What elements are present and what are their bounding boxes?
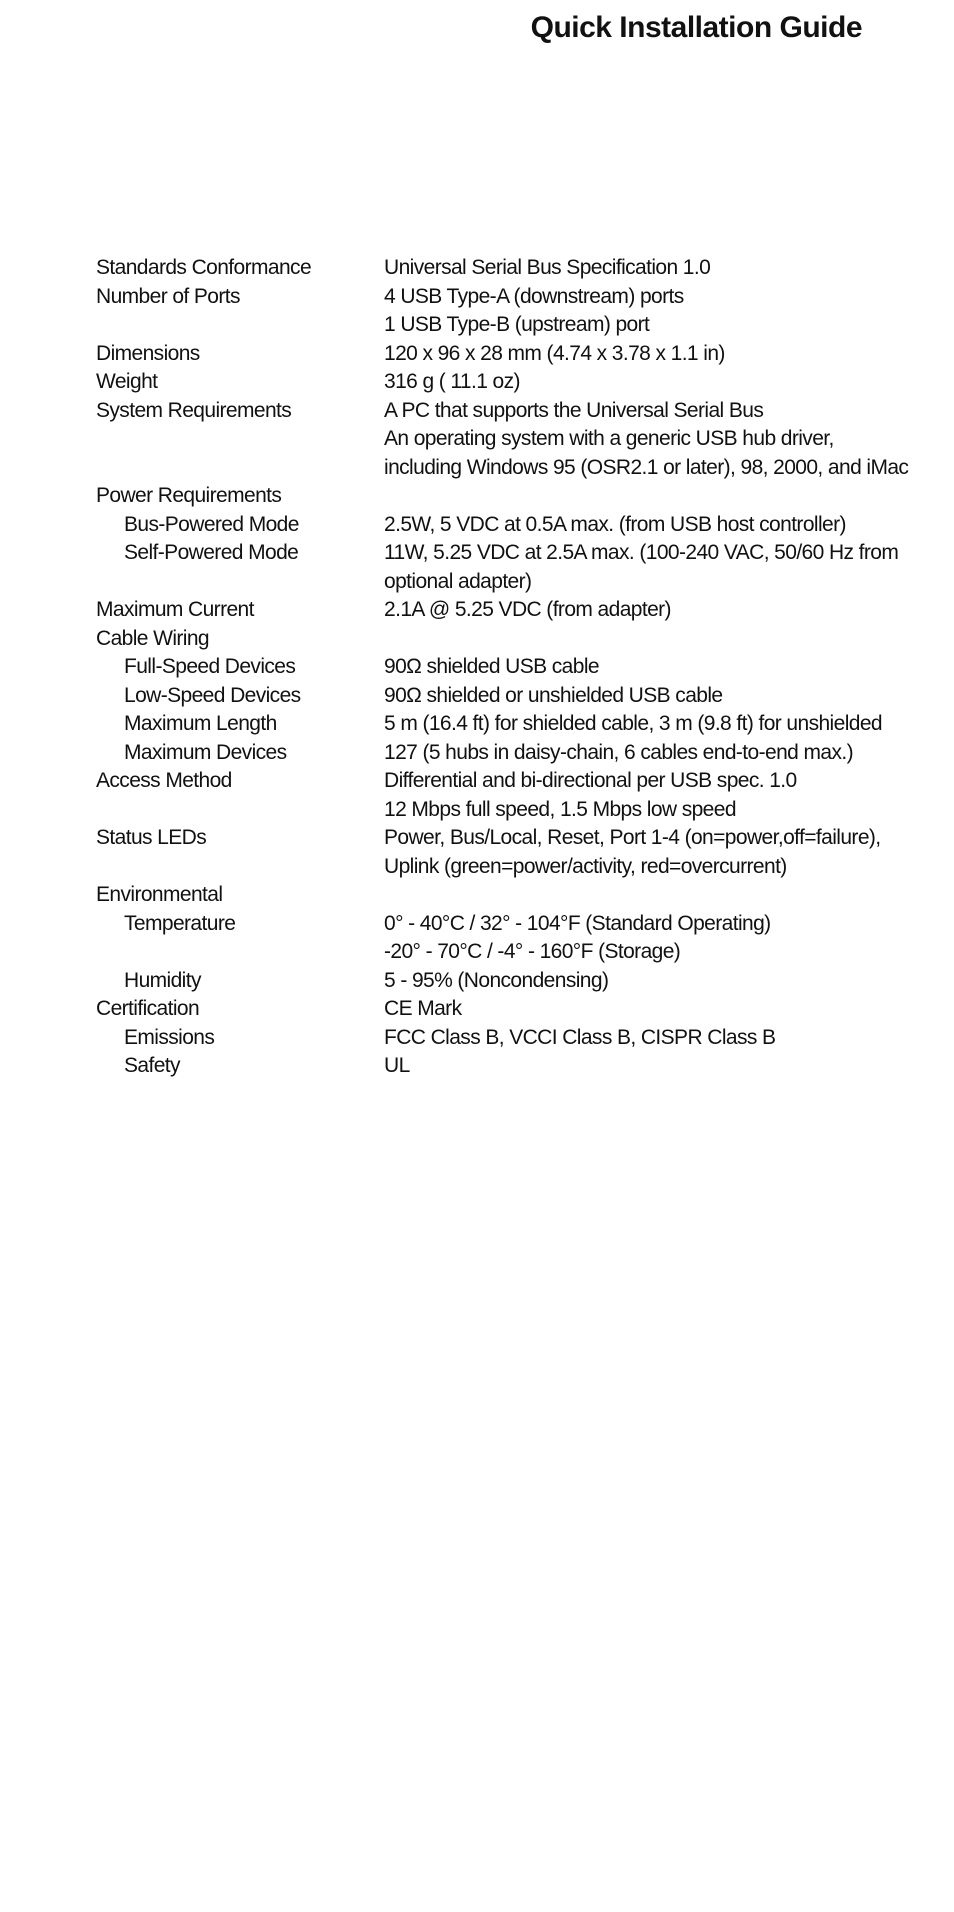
spec-label: Bus-Powered Mode xyxy=(124,512,299,536)
spec-value: 5 m (16.4 ft) for shielded cable, 3 m (9.8 ft) for unshielded xyxy=(384,712,882,735)
spec-row xyxy=(96,482,876,511)
spec-row xyxy=(96,910,876,939)
spec-label: Maximum Length xyxy=(124,712,277,735)
spec-label xyxy=(96,568,384,597)
spec-label: Emissions xyxy=(124,1025,215,1049)
spec-value: A PC that supports the Universal Serial Bus xyxy=(384,398,764,422)
spec-label xyxy=(96,938,384,967)
spec-row xyxy=(96,653,876,682)
spec-row xyxy=(96,625,876,654)
spec-label xyxy=(96,454,384,483)
spec-label xyxy=(96,425,384,454)
spec-value: 5 - 95% (Noncondensing) xyxy=(384,968,609,992)
spec-value xyxy=(384,881,876,910)
spec-row xyxy=(96,710,882,739)
spec-value: 4 USB Type-A (downstream) ports xyxy=(384,284,684,308)
spec-value: 1 USB Type-B (upstream) port xyxy=(384,313,650,336)
spec-value: CE Mark xyxy=(384,997,462,1020)
spec-row xyxy=(96,1024,876,1053)
spec-row xyxy=(96,596,876,625)
spec-row xyxy=(96,254,876,283)
spec-value: Uplink (green=power/activity, red=overcurrent) xyxy=(384,854,787,878)
page-title: Quick Installation Guide xyxy=(530,11,862,44)
spec-value: An operating system with a generic USB hub driver, xyxy=(384,427,834,450)
spec-row xyxy=(96,283,876,312)
spec-value: Differential and bi-directional per USB spec. 1.0 xyxy=(384,769,797,792)
spec-value: 90Ω shielded USB cable xyxy=(384,655,599,678)
spec-row xyxy=(96,995,876,1024)
spec-value: UL xyxy=(384,1054,410,1077)
spec-label: Self-Powered Mode xyxy=(124,541,299,564)
spec-value: 0° - 40°C / 32° - 104°F (Standard Operating) xyxy=(384,911,771,935)
spec-label: Power Requirements xyxy=(96,484,282,507)
spec-value: -20° - 70°C / -4° - 160°F (Storage) xyxy=(384,940,681,963)
specifications-table xyxy=(96,254,909,1081)
spec-label: System Requirements xyxy=(96,398,292,422)
spec-value: 90Ω shielded or unshielded USB cable xyxy=(384,683,723,707)
spec-value: 2.1A @ 5.25 VDC (from adapter) xyxy=(384,598,671,621)
spec-row xyxy=(96,739,876,768)
spec-label xyxy=(96,796,384,825)
spec-value: 120 x 96 x 28 mm (4.74 x 3.78 x 1.1 in) xyxy=(384,341,725,365)
spec-row xyxy=(96,568,876,597)
spec-label: Humidity xyxy=(124,968,201,992)
spec-value: 2.5W, 5 VDC at 0.5A max. (from USB host controller) xyxy=(384,512,846,536)
spec-label: Low-Speed Devices xyxy=(124,683,301,707)
spec-row xyxy=(96,682,876,711)
spec-row xyxy=(96,454,909,483)
spec-row xyxy=(96,767,876,796)
spec-row xyxy=(96,311,876,340)
spec-row xyxy=(96,824,881,853)
spec-value: optional adapter) xyxy=(384,569,532,593)
spec-value: 127 (5 hubs in daisy-chain, 6 cables end-to-end max.) xyxy=(384,740,853,764)
spec-value: Universal Serial Bus Specification 1.0 xyxy=(384,256,711,279)
spec-row xyxy=(96,368,876,397)
spec-label: Number of Ports xyxy=(96,284,240,308)
spec-row xyxy=(96,397,876,426)
spec-label: Weight xyxy=(96,370,158,393)
spec-label: Dimensions xyxy=(96,341,200,365)
spec-value xyxy=(384,482,876,511)
spec-value xyxy=(384,625,876,654)
spec-label: Safety xyxy=(124,1054,180,1077)
spec-label: Cable Wiring xyxy=(96,626,210,650)
spec-value: 11W, 5.25 VDC at 2.5A max. (100-240 VAC, 50/60 Hz from xyxy=(384,541,899,564)
spec-label: Access Method xyxy=(96,769,232,792)
spec-row xyxy=(96,1052,876,1081)
spec-row xyxy=(96,938,876,967)
spec-label: Standards Conformance xyxy=(96,256,312,279)
spec-row xyxy=(96,881,876,910)
spec-value: FCC Class B, VCCI Class B, CISPR Class B xyxy=(384,1025,776,1049)
spec-label: Certification xyxy=(96,997,200,1020)
spec-label: Temperature xyxy=(124,911,236,935)
spec-value: 12 Mbps full speed, 1.5 Mbps low speed xyxy=(384,797,736,821)
spec-row xyxy=(96,511,876,540)
spec-value: Power, Bus/Local, Reset, Port 1-4 (on=power,off=failure), xyxy=(384,826,881,849)
spec-row xyxy=(96,425,876,454)
spec-label: Environmental xyxy=(96,883,223,906)
spec-row xyxy=(96,796,876,825)
spec-label: Maximum Current xyxy=(96,598,254,621)
spec-label: Maximum Devices xyxy=(124,740,287,764)
spec-label xyxy=(96,853,384,882)
spec-label: Full-Speed Devices xyxy=(124,655,296,678)
spec-value: including Windows 95 (OSR2.1 or later), 98, 2000, and iMac xyxy=(384,455,909,479)
spec-value: 316 g ( 11.1 oz) xyxy=(384,370,520,393)
spec-label: Status LEDs xyxy=(96,826,207,849)
spec-row xyxy=(96,539,899,568)
spec-row xyxy=(96,340,876,369)
spec-label xyxy=(96,311,384,340)
spec-row xyxy=(96,967,876,996)
spec-row xyxy=(96,853,876,882)
